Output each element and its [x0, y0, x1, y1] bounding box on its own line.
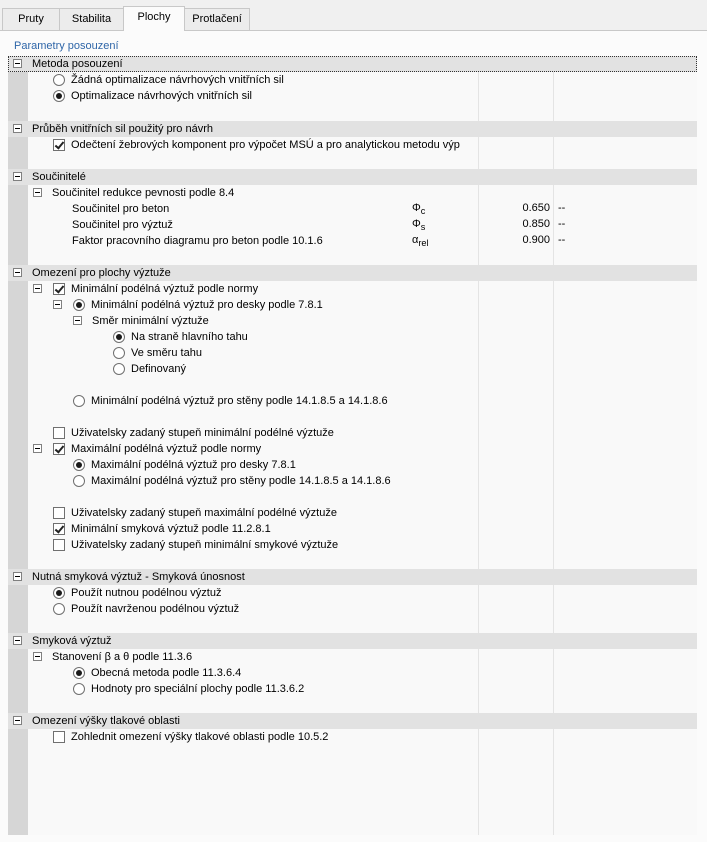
option-label: Použít nutnou podélnou výztuž: [71, 587, 222, 599]
collapse-icon[interactable]: [53, 300, 62, 309]
parameter-row[interactable]: [8, 201, 697, 217]
option-row[interactable]: [8, 729, 697, 745]
option-label: Odečtení žebrových komponent pro výpočet MSÚ a pro analytickou metodu výp: [71, 139, 460, 151]
radio-max-slabs[interactable]: [73, 459, 85, 471]
tab-stabilita[interactable]: Stabilita: [59, 8, 124, 30]
parameter-value[interactable]: 0.650: [522, 202, 550, 214]
checkbox-user-min-longitudinal[interactable]: [53, 427, 65, 439]
pane-title: Parametry posouzení: [14, 40, 119, 52]
tab-protlaceni[interactable]: Protlačení: [184, 8, 250, 30]
option-label: Minimální podélná výztuž pro desky podle 7.8.1: [91, 299, 323, 311]
radio-main-tension-side[interactable]: [113, 331, 125, 343]
collapse-icon[interactable]: [13, 636, 22, 645]
option-label: Hodnoty pro speciální plochy podle 11.3.6.2: [91, 683, 305, 695]
radio-tension-direction[interactable]: [113, 347, 125, 359]
section-title: Součinitelé: [32, 171, 86, 183]
option-row[interactable]: [8, 505, 697, 521]
option-row[interactable]: [8, 361, 697, 377]
section-tlakova-oblast[interactable]: [8, 713, 697, 729]
collapse-icon[interactable]: [13, 59, 22, 68]
radio-max-walls[interactable]: [73, 475, 85, 487]
parameter-unit: --: [558, 234, 566, 246]
radio-optimization[interactable]: [53, 90, 65, 102]
option-label: Optimalizace návrhových vnitřních sil: [71, 90, 252, 102]
checkbox-min-longitudinal[interactable]: [53, 283, 65, 295]
subsection-row[interactable]: [8, 313, 697, 329]
checkbox-rib-components[interactable]: [53, 139, 65, 151]
radio-no-optimization[interactable]: [53, 74, 65, 86]
parameter-row[interactable]: [8, 233, 697, 249]
subsection-row[interactable]: [8, 649, 697, 665]
radio-required-longitudinal[interactable]: [53, 587, 65, 599]
option-label: Ve směru tahu: [131, 347, 202, 359]
parameter-label: Součinitel pro výztuž: [72, 219, 173, 231]
parameter-symbol: $\alpha_{rel}$: [412, 234, 429, 249]
tab-pruty[interactable]: Pruty: [2, 8, 60, 30]
subsection-title: Součinitel redukce pevnosti podle 8.4: [52, 187, 235, 199]
option-row[interactable]: [8, 345, 697, 361]
option-label: Minimální podélná výztuž podle normy: [71, 283, 259, 295]
collapse-icon[interactable]: [13, 124, 22, 133]
section-title: Omezení pro plochy výztuže: [32, 267, 171, 279]
parameter-label: Faktor pracovního diagramu pro beton podle 10.1.6: [72, 235, 323, 247]
option-label: Minimální smyková výztuž podle 11.2.8.1: [71, 523, 271, 535]
section-title: Metoda posouzení: [32, 58, 123, 70]
option-row[interactable]: [8, 72, 697, 88]
parameter-label: Součinitel pro beton: [72, 203, 170, 215]
section-omezeni-vyztuze[interactable]: [8, 265, 697, 281]
checkbox-max-longitudinal[interactable]: [53, 443, 65, 455]
option-row[interactable]: [8, 665, 697, 681]
option-label: Zohlednit omezení výšky tlakové oblasti podle 10.5.2: [71, 731, 329, 743]
option-label: Uživatelsky zadaný stupeň minimální podélné výztuže: [71, 427, 334, 439]
parameter-row[interactable]: [8, 217, 697, 233]
option-label: Maximální podélná výztuž pro desky 7.8.1: [91, 459, 296, 471]
option-row[interactable]: [8, 457, 697, 473]
option-row[interactable]: [8, 473, 697, 489]
collapse-icon[interactable]: [33, 444, 42, 453]
option-label: Použít navrženou podélnou výztuž: [71, 603, 240, 615]
section-title: Smyková výztuž: [32, 635, 112, 647]
section-title: Nutná smyková výztuž - Smyková únosnost: [32, 571, 245, 583]
checkbox-min-shear[interactable]: [53, 523, 65, 535]
option-row[interactable]: [8, 393, 697, 409]
subsection-row[interactable]: [8, 185, 697, 201]
option-label: Na straně hlavního tahu: [131, 331, 248, 343]
parameter-symbol: $\Phi_s$: [412, 218, 426, 233]
option-row[interactable]: [8, 425, 697, 441]
section-metoda-posouzeni[interactable]: [8, 56, 697, 72]
option-label: Obecná metoda podle 11.3.6.4: [91, 667, 242, 679]
subsection-title: Stanovení β a θ podle 11.3.6: [52, 651, 193, 663]
option-row[interactable]: [8, 441, 697, 457]
tab-bar: [0, 0, 707, 30]
tab-plochy[interactable]: Plochy: [123, 6, 185, 31]
option-row[interactable]: [8, 537, 697, 553]
option-label: Uživatelsky zadaný stupeň minimální smykové výztuže: [71, 539, 339, 551]
option-row[interactable]: [8, 521, 697, 537]
option-row[interactable]: [8, 585, 697, 601]
section-soucinitele[interactable]: [8, 169, 697, 185]
option-row[interactable]: [8, 88, 697, 104]
radio-min-slabs[interactable]: [73, 299, 85, 311]
option-label: Žádná optimalizace návrhových vnitřních sil: [71, 74, 284, 86]
checkbox-compression-zone[interactable]: [53, 731, 65, 743]
option-label: Uživatelsky zadaný stupeň maximální podélné výztuže: [71, 507, 337, 519]
option-row[interactable]: [8, 681, 697, 697]
option-label: Definovaný: [131, 363, 187, 375]
option-label: Minimální podélná výztuž pro stěny podle 14.1.8.5 a 14.1.8.6: [91, 395, 388, 407]
collapse-icon[interactable]: [13, 268, 22, 277]
option-label: Maximální podélná výztuž pro stěny podle 14.1.8.5 a 14.1.8.6: [91, 475, 391, 487]
option-row[interactable]: [8, 297, 697, 313]
option-row[interactable]: [8, 137, 697, 153]
parameter-symbol: $\Phi_c$: [412, 202, 426, 217]
section-smykova-vyztuz[interactable]: [8, 633, 697, 649]
radio-special-values[interactable]: [73, 683, 85, 695]
collapse-icon[interactable]: [33, 188, 42, 197]
option-row[interactable]: [8, 281, 697, 297]
collapse-icon[interactable]: [73, 316, 82, 325]
section-title: Průběh vnitřních sil použitý pro návrh: [32, 123, 213, 135]
collapse-icon[interactable]: [33, 284, 42, 293]
section-prubeh-sil[interactable]: [8, 121, 697, 137]
parameters-grid: [8, 56, 697, 835]
parameter-value[interactable]: 0.850: [522, 218, 550, 230]
collapse-icon[interactable]: [13, 172, 22, 181]
option-row[interactable]: [8, 329, 697, 345]
section-nutna-smykova[interactable]: [8, 569, 697, 585]
collapse-icon[interactable]: [33, 652, 42, 661]
parameter-unit: --: [558, 218, 566, 230]
radio-general-method[interactable]: [73, 667, 85, 679]
subsection-title: Směr minimální výztuže: [92, 315, 209, 327]
radio-min-walls[interactable]: [73, 395, 85, 407]
radio-defined[interactable]: [113, 363, 125, 375]
radio-designed-longitudinal[interactable]: [53, 603, 65, 615]
collapse-icon[interactable]: [13, 572, 22, 581]
parameter-value[interactable]: 0.900: [522, 234, 550, 246]
checkbox-user-min-shear[interactable]: [53, 539, 65, 551]
collapse-icon[interactable]: [13, 716, 22, 725]
parameter-unit: --: [558, 202, 566, 214]
section-title: Omezení výšky tlakové oblasti: [32, 715, 180, 727]
option-label: Maximální podélná výztuž podle normy: [71, 443, 262, 455]
option-row[interactable]: [8, 601, 697, 617]
checkbox-user-max-longitudinal[interactable]: [53, 507, 65, 519]
